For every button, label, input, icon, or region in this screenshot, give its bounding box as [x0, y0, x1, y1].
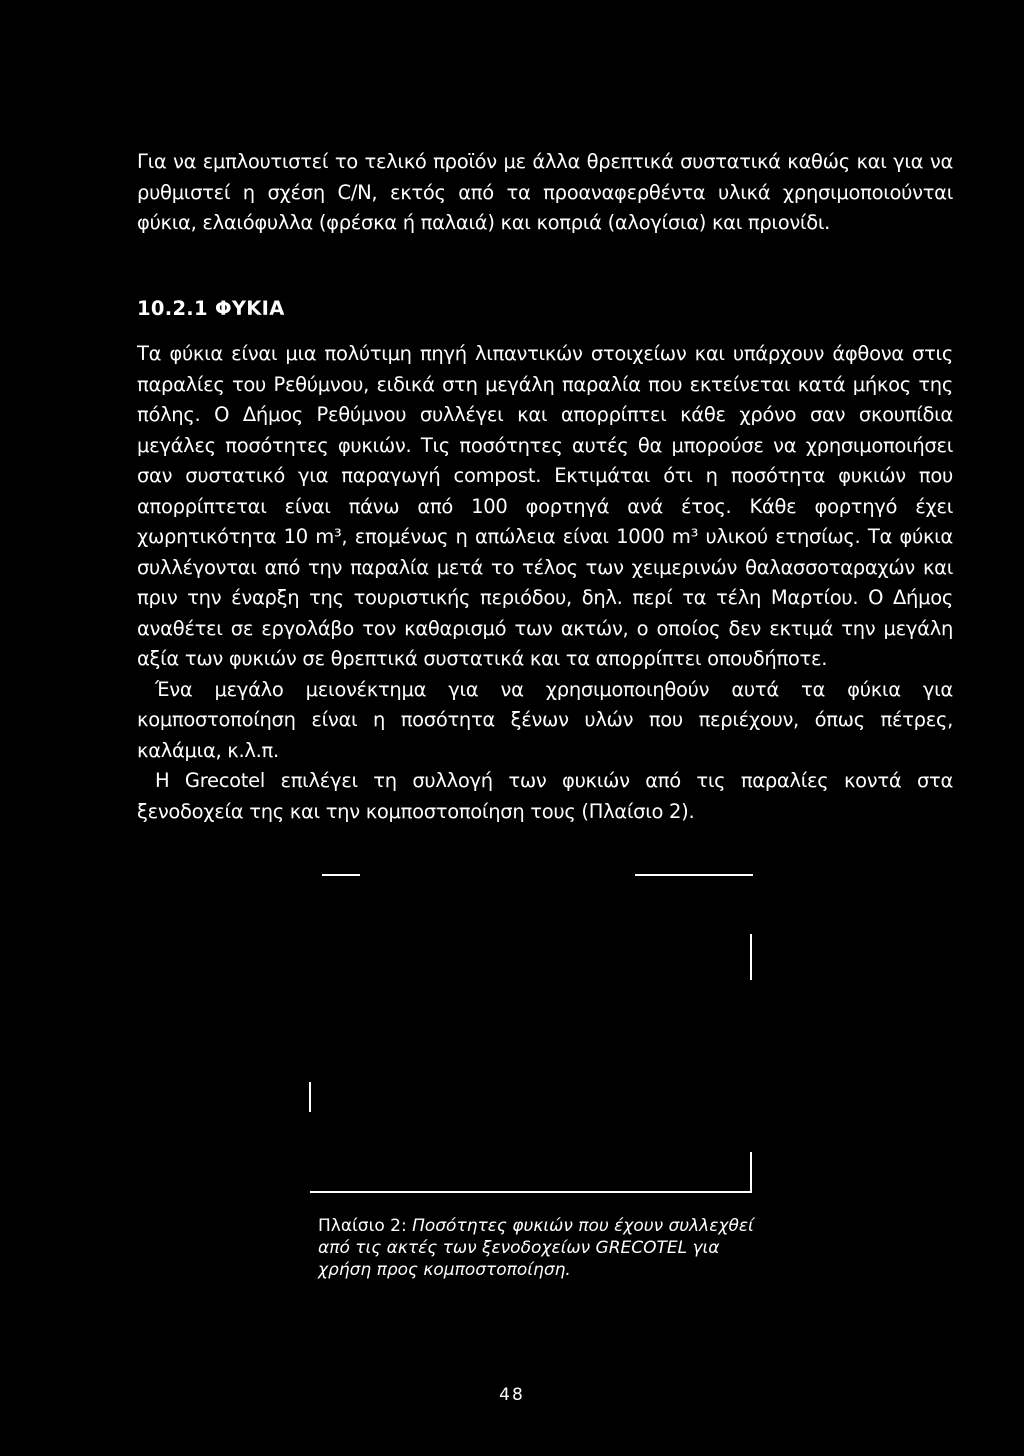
- figure-right-rule-lower: [750, 1152, 752, 1192]
- figure-top-rule-left: [322, 874, 360, 876]
- section-body: [137, 339, 953, 827]
- figure-top-rule-right: [635, 874, 753, 876]
- page-number: 48: [499, 1385, 525, 1405]
- caption-text: Ποσότητες φυκιών που έχουν συλλεχθεί από τις ακτές των ξενοδοχείων GRECOTEL για χρήση προς κομποστοποίηση.: [318, 1216, 754, 1280]
- figure-left-mark: [309, 1082, 311, 1112]
- paragraph-disadvantage: Ένα μεγάλο μειονέκτημα για να χρησιμοποιηθούν αυτά τα φύκια για κομποστοποίηση είναι η ποσότητα ξένων υλών που περιέχουν, όπως πέτρες, καλάμια, κ.λ.π.: [137, 677, 953, 762]
- paragraph-seaweed: Τα φύκια είναι μια πολύτιμη πηγή λιπαντικών στοιχείων και υπάρχουν άφθονα στις παραλίες του Ρεθύμνου, ειδικά στη μεγάλη παραλία που εκτείνεται κατά μήκος της πόλης. Ο Δήμος Ρεθύμνου συλλέγει και απορρίπτει κάθε χρόνο σαν σκουπίδια μεγάλες ποσότητες φυκιών. Τις ποσότητες αυτές θα μπορούσε να χρησιμοποιήσει σαν συστατικό για παραγωγή compost. Εκτιμάται ότι η ποσότητα φυκιών που απορρίπτεται είναι πάνω από 100 φορτηγά ανά έτος. Κάθε φορτηγό έχει χωρητικότητα 10 m³, επομένως η απώλεια είναι 1000 m³ υλικού ετησίως. Τα φύκια συλλέγονται από την παραλία μετά το τέλος των χειμερινών θαλασσοταραχών και πριν την έναρξη της τουριστικής περιόδου, δηλ. περί τα τέλη Μαρτίου. Ο Δήμος αναθέτει σε εργολάβο τον καθαρισμό των ακτών, ο οποίος δεν εκτιμά την μεγάλη αξία των φυκιών σε θρεπτικά συστατικά και τα απορρίπτει οπουδήποτε.: [137, 342, 953, 670]
- figure-right-rule-upper: [750, 934, 752, 980]
- caption-label: Πλαίσιο 2:: [318, 1216, 407, 1236]
- figure-caption: [318, 1215, 778, 1281]
- section-heading: 10.2.1 ΦΥΚΙΑ: [137, 297, 285, 320]
- intro-paragraph: Για να εμπλουτιστεί το τελικό προϊόν με άλλα θρεπτικά συστατικά καθώς και για να ρυθμιστεί η σχέση C/N, εκτός από τα προαναφερθέντα υλικά χρησιμοποιούνται φύκια, ελαιόφυλλα (φρέσκα ή παλαιά) και κοπριά (αλογίσια) και πριονίδι.: [137, 150, 953, 234]
- paragraph-grecotel: Η Grecotel επιλέγει τη συλλογή των φυκιών από τις παραλίες κοντά στα ξενοδοχεία της και την κομποστοποίηση τους (Πλαίσιο 2).: [137, 769, 953, 823]
- figure-bottom-rule: [310, 1191, 752, 1193]
